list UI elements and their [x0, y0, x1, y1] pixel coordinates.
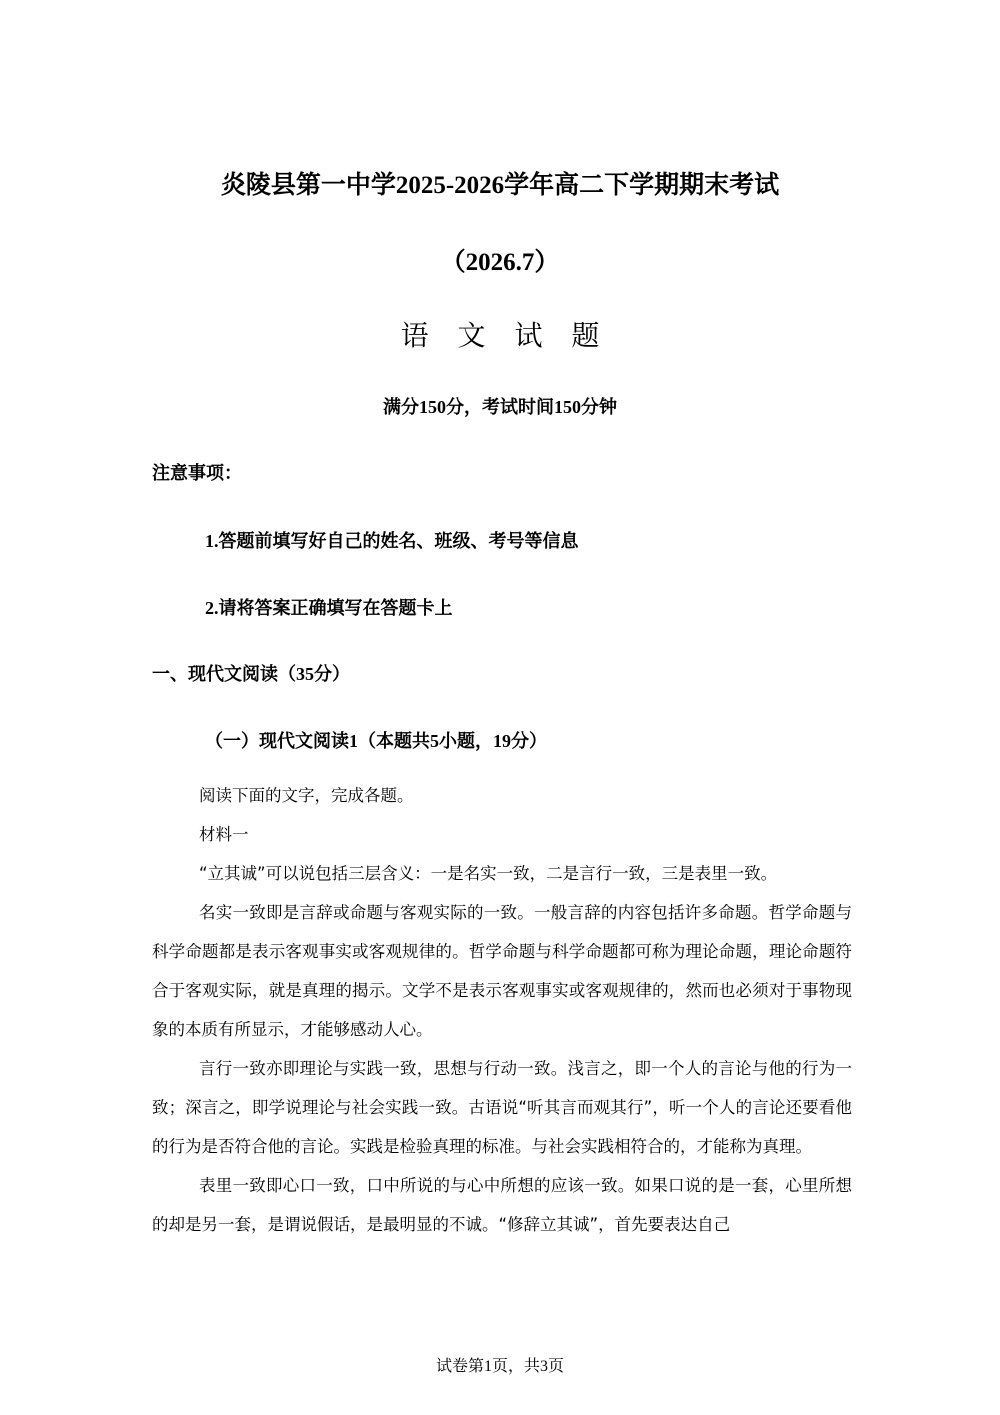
- page-footer: 试卷第1页，共3页: [435, 1358, 564, 1375]
- instruction-text: 阅读下面的文字，完成各题。: [199, 786, 414, 805]
- passage-paragraph: 名实一致即是言辞或命题与客观实际的一致。一般言辞的内容包括许多命题。哲学命题与科学命题都是表示客观事实或客观规律的。哲学命题与科学命题都可称为理论命题，理论命题符合于客观实际，就是真理的揭示。文学不是表示客观事实或客观规律的，然而也必须对于事物现象的本质有所显示，才能够感动人心。: [152, 903, 852, 1039]
- reading-passage: [152, 776, 852, 1244]
- notice-item: 2.请将答案正确填写在答题卡上: [205, 598, 453, 618]
- exam-subject: 语 文 试 题: [400, 319, 610, 352]
- subsection-title: （一）现代文阅读1（本题共5小题，19分）: [205, 731, 547, 751]
- passage-paragraph: 言行一致亦即理论与实践一致，思想与行动一致。浅言之，即一个人的言论与他的行为一致；深言之，即学说理论与社会实践一致。古语说“听其言而观其行”，听一个人的言论还要看他的行为是否符合他的言论。实践是检验真理的标准。与社会实践相符合的，才能称为真理。: [152, 1059, 852, 1156]
- notice-item: 1.答题前填写好自己的姓名、班级、考号等信息: [205, 531, 579, 551]
- notice-title: 注意事项：: [152, 463, 242, 483]
- material-label: 材料一: [199, 825, 249, 844]
- exam-title: 炎陵县第一中学2025-2026学年高二下学期期末考试: [220, 172, 780, 199]
- score-info: 满分150分，考试时间150分钟: [383, 397, 617, 417]
- passage-paragraph: 表里一致即心口一致，口中所说的与心中所想的应该一致。如果口说的是一套，心里所想的却是另一套，是谓说假话，是最明显的不诚。“修辞立其诚”，首先要表达自己: [152, 1176, 852, 1234]
- exam-date: （2026.7）: [440, 249, 560, 276]
- section-title: 一、现代文阅读（35分）: [152, 664, 350, 684]
- passage-paragraph: “立其诚”可以说包括三层含义：一是名实一致，二是言行一致，三是表里一致。: [199, 864, 778, 883]
